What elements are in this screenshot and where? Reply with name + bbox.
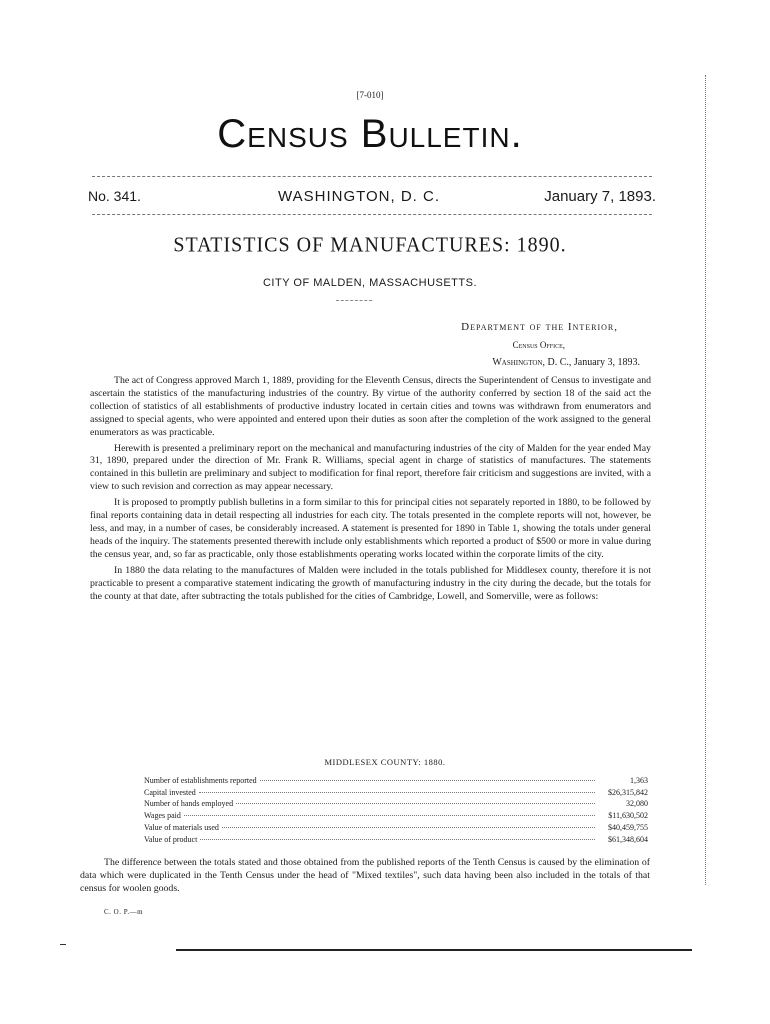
row-label: Number of establishments reported xyxy=(144,776,257,785)
masthead-rule xyxy=(92,214,652,215)
row-label: Value of materials used xyxy=(144,822,219,832)
row-label: Wages paid xyxy=(144,811,181,821)
bulletin-number: No. 341. xyxy=(88,188,141,204)
paragraph: Herewith is presented a preliminary report on the mechanical and manufacturing industries of the city of Malden for the year ended May 31, 1890, prepared under the direction of Mr. Frank R. Williams, special agent in charge of statistics of manufactures. The statements contained in this bulletin are preliminary and subject to modification for final report, therefore fair criticism and suggestions are invited, with a view to such revision and correction as may appear necessary. xyxy=(90,442,651,493)
top-rule xyxy=(92,176,652,177)
page-edge xyxy=(705,75,708,885)
paragraph: In 1880 the data relating to the manufactures of Malden were included in the totals published for Middlesex county, therefore it is not practicable to present a comparative statement indicating the growth of manufacturing industry in the city during the decade, but the totals for the county at that date, after subtracting the totals published for the cities of Cambridge, Lowell, and Somerville, were as follows: xyxy=(90,564,651,602)
county-table-title: MIDDLESEX COUNTY: 1880. xyxy=(324,757,446,767)
margin-mark xyxy=(60,944,66,945)
leader-dots xyxy=(184,815,595,816)
row-label: Capital invested xyxy=(144,787,196,797)
table-row xyxy=(144,787,648,799)
leader-dots xyxy=(200,839,595,840)
table-row xyxy=(144,798,648,810)
leader-dots xyxy=(222,827,595,828)
bulletin-code: [7-010] xyxy=(356,90,384,100)
paragraph: The act of Congress approved March 1, 1889, providing for the Eleventh Census, directs the Superintendent of Census to investigate and ascertain the statistics of the manufacturing industries of the country. By virtue of the authority conferred by section 18 of the said act the collection of statistics of all establishments of productive industry located in certain cities and towns was withdrawn from enumerators and assigned to special agents, who were appointed and entered upon their duties as soon after the completion of the work assigned to the general enumerators as was practicable. xyxy=(90,375,651,438)
leader-dots xyxy=(199,792,595,793)
letterhead-department: Department of the Interior, xyxy=(461,321,618,333)
printer-mark: C. O. P.—m xyxy=(104,908,144,916)
leader-dots xyxy=(260,780,595,781)
sub-heading: CITY OF MALDEN, MASSACHUSETTS. xyxy=(262,277,478,289)
report-body xyxy=(90,375,651,603)
letterhead-date: D. C., January 3, 1893. xyxy=(547,357,640,368)
bulletin-place: WASHINGTON, D. C. xyxy=(278,188,441,205)
letterhead-office: Census Office, xyxy=(512,340,565,350)
row-value: $11,630,502 xyxy=(608,811,648,821)
bottom-rule xyxy=(176,949,692,951)
footnote xyxy=(80,857,650,896)
masthead xyxy=(88,188,656,208)
heading-divider xyxy=(336,300,372,301)
row-value: $40,459,755 xyxy=(608,822,648,832)
letterhead-place: Washington, xyxy=(492,357,545,368)
table-row xyxy=(144,834,648,846)
bulletin-date: January 7, 1893. xyxy=(544,188,656,205)
row-value: 32,080 xyxy=(626,799,648,809)
letterhead-date-line xyxy=(0,357,640,368)
table-row xyxy=(144,822,648,834)
row-label: Number of hands employed xyxy=(144,799,234,809)
county-table xyxy=(144,775,648,845)
main-heading: STATISTICS OF MANUFACTURES: 1890. xyxy=(173,233,567,257)
row-value: $26,315,842 xyxy=(608,787,648,797)
bulletin-title: Census Bulletin. xyxy=(217,112,523,156)
paragraph: It is proposed to promptly publish bulletins in a form similar to this for principal cities not separately reported in 1880, to be followed by final reports containing data in detail respecting all industries for each city. The totals presented in the complete reports will not, however, be less, and may, in a number of cases, be considerably increased. A statement is presented for 1890 in Table 1, showing the totals under general heads of the inquiry. The statements presented therewith include only establishments which reported a product of $500 or more in value during the census year, and, so far as practicable, only those establishments operating works located within the corporate limits of the city. xyxy=(90,497,651,560)
leader-dots xyxy=(236,803,595,804)
footnote-text: The difference between the totals stated and those obtained from the published reports of the Tenth Census is caused by the elimination of data which were duplicated in the Tenth Census under the head of "Mixed textiles", such data having been also included in the totals of that census for woolen goods. xyxy=(80,857,650,894)
row-label: Value of product xyxy=(144,834,198,844)
row-value: $61,348,604 xyxy=(608,834,648,844)
table-row xyxy=(144,775,648,787)
table-row xyxy=(144,810,648,822)
row-value: 1,363 xyxy=(630,776,648,785)
